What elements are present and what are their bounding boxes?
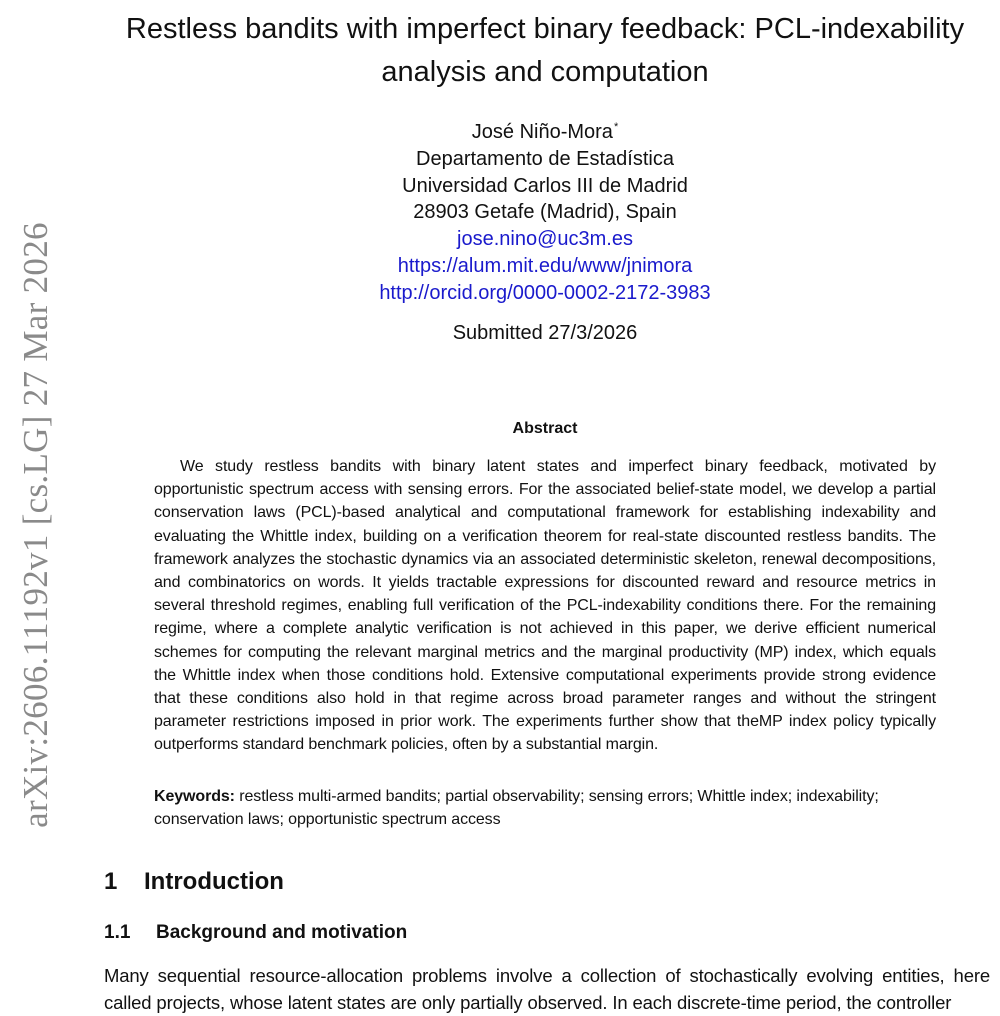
author-footnote-mark: * xyxy=(613,121,619,133)
introduction-paragraph xyxy=(104,962,990,1016)
introduction-text: Many sequential resource-allocation problems involve a collection of stochastically evolving entities, here called projects, whose latent states are only partially observed. In each discrete-time period, the controller xyxy=(104,965,990,1013)
author-block xyxy=(100,114,990,307)
section-number: 1 xyxy=(104,868,118,895)
abstract-body xyxy=(154,455,936,757)
author-name-line xyxy=(100,114,990,146)
arxiv-identifier-stamp: arXiv:2606.11192v1 [cs.LG] 27 Mar 2026 xyxy=(16,222,55,828)
author-homepage-link[interactable]: https://alum.mit.edu/www/jnimora xyxy=(397,254,693,277)
keywords xyxy=(154,786,936,831)
subsection-title: Background and motivation xyxy=(156,922,408,943)
author-name: José Niño-Mora xyxy=(471,121,613,143)
abstract-text: We study restless bandits with binary latent states and imperfect binary feedback, motivated by opportunistic spectrum access with sensing errors. For the associated belief-state model, we develop a partial conservation laws (PCL)-based analytical and computational framework for establishing indexability and evaluating the Whittle index, building on a verification theorem for real-state discounted restless bandits. The framework analyzes the stochastic dynamics via an associated deterministic skeleton, renewal decompositions, and combinatorics on words. It yields tractable expressions for discounted reward and resource metrics in several threshold regimes, enabling full verification of the PCL-indexability conditions there. For the remaining regime, where a complete analytic verification is not achieved in this paper, we derive efficient numerical schemes for computing the relevant marginal metrics and the marginal productivity (MP) index, which equals the Whittle index when those conditions hold. Extensive computational experiments provide strong evidence that these conditions also hold in that regime across broad parameter ranges and without the stringent parameter restrictions imposed in prior work. The experiments further show that theMP index policy typically outperforms standard benchmark policies, often by a substantial margin. xyxy=(154,458,936,754)
abstract-heading: Abstract xyxy=(512,420,578,437)
subsection-heading-background xyxy=(104,922,407,944)
author-email-link[interactable]: jose.nino@uc3m.es xyxy=(457,228,633,251)
section-title: Introduction xyxy=(144,868,284,895)
subsection-number: 1.1 xyxy=(104,922,131,943)
author-university: Universidad Carlos III de Madrid xyxy=(402,174,688,197)
submission-date: Submitted 27/3/2026 xyxy=(452,322,638,344)
keywords-label: Keywords: xyxy=(154,788,235,805)
keywords-text: restless multi-armed bandits; partial observability; sensing errors; Whittle index; indexability; conservation laws; opportunistic spectrum access xyxy=(154,788,879,828)
author-address: 28903 Getafe (Madrid), Spain xyxy=(413,201,677,224)
author-department: Departamento de Estadística xyxy=(416,147,674,170)
author-orcid-link[interactable]: http://orcid.org/0000-0002-2172-3983 xyxy=(379,281,711,304)
section-heading-introduction xyxy=(104,868,284,896)
paper-title: Restless bandits with imperfect binary feedback: PCL-indexability analysis and computation xyxy=(125,13,965,88)
